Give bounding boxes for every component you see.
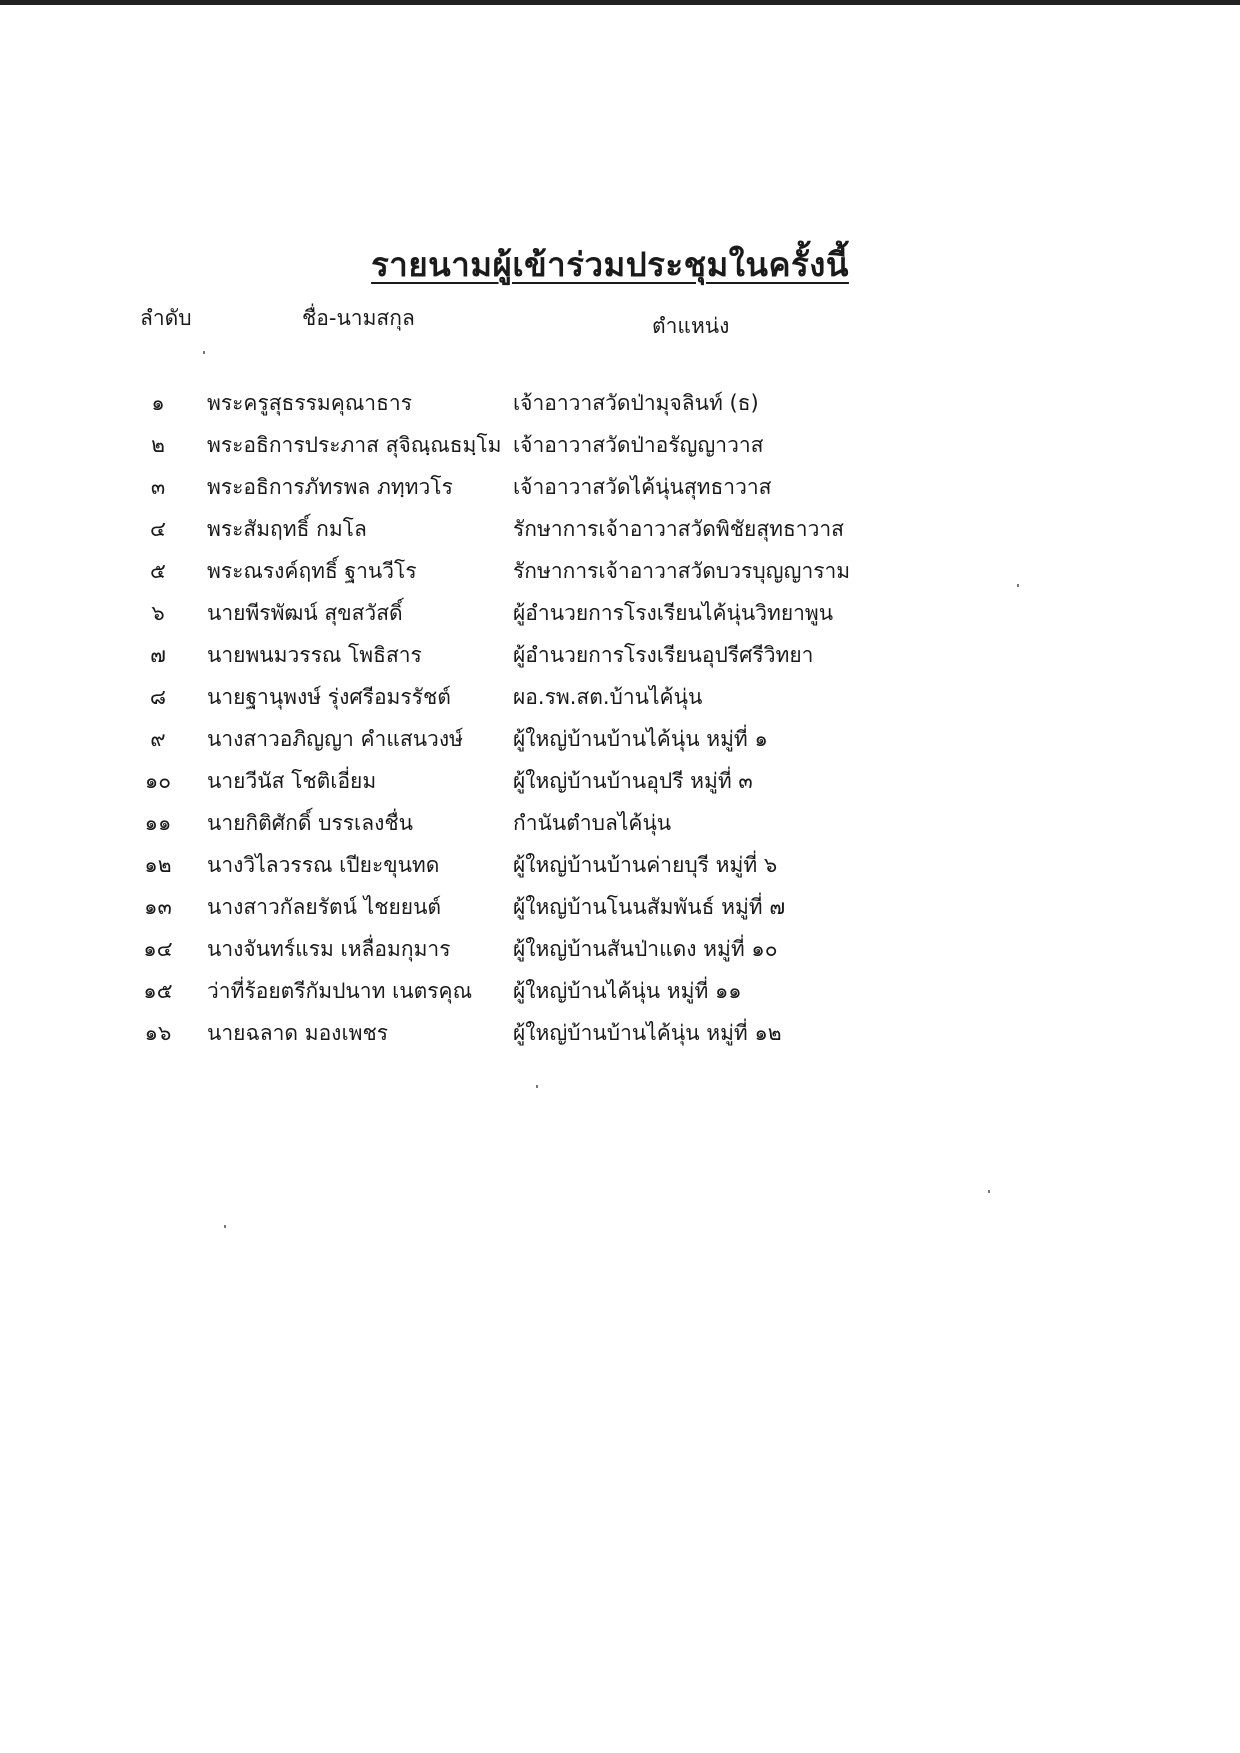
attendee-name: นางสาวอภิญญา คำแสนวงษ์ bbox=[207, 727, 463, 751]
attendee-name: พระครูสุธรรมคุณาธาร bbox=[207, 391, 412, 415]
scan-speck bbox=[988, 1190, 990, 1193]
attendee-row bbox=[0, 970, 1240, 1012]
attendee-name: นายวีนัส โชติเอี่ยม bbox=[207, 769, 377, 793]
attendee-number: ๒ bbox=[151, 433, 165, 457]
attendee-position: กำนันตำบลไค้นุ่น bbox=[513, 811, 672, 835]
attendee-row bbox=[0, 550, 1240, 592]
attendee-position: ผู้ใหญ่บ้านบ้านอุปรี หมู่ที่ ๓ bbox=[513, 769, 753, 793]
document-title: รายนามผู้เข้าร่วมประชุมในครั้งนี้ bbox=[371, 245, 849, 284]
attendee-row bbox=[0, 928, 1240, 970]
attendee-position: รักษาการเจ้าอาวาสวัดบวรบุญญาราม bbox=[513, 559, 851, 583]
attendee-position: ผู้ใหญ่บ้านสันป่าแดง หมู่ที่ ๑๐ bbox=[513, 937, 778, 961]
attendee-number: ๑ bbox=[151, 391, 165, 415]
attendee-row bbox=[0, 802, 1240, 844]
attendee-number: ๙ bbox=[150, 727, 166, 751]
attendee-row bbox=[0, 592, 1240, 634]
scan-edge-line bbox=[0, 0, 1240, 5]
scan-speck bbox=[224, 1225, 226, 1228]
attendee-row bbox=[0, 466, 1240, 508]
attendee-name: นายฉลาด มองเพชร bbox=[207, 1021, 388, 1045]
attendee-position: ผู้ใหญ่บ้านโนนสัมพันธ์ หมู่ที่ ๗ bbox=[513, 895, 786, 919]
attendee-name: นางสาวกัลยรัตน์ ไชยยนต์ bbox=[207, 895, 442, 919]
attendee-row bbox=[0, 1012, 1240, 1054]
attendee-name: ว่าที่ร้อยตรีกัมปนาท เนตรคุณ bbox=[207, 979, 473, 1003]
attendee-number: ๔ bbox=[150, 517, 166, 541]
attendee-row bbox=[0, 760, 1240, 802]
attendee-number: ๑๓ bbox=[144, 895, 172, 919]
attendee-name: นายพนมวรรณ โพธิสาร bbox=[207, 643, 422, 667]
attendee-row bbox=[0, 676, 1240, 718]
attendee-number: ๑๑ bbox=[144, 811, 172, 835]
attendee-position: ผู้ใหญ่บ้านไค้นุ่น หมู่ที่ ๑๑ bbox=[513, 979, 742, 1003]
attendee-position: รักษาการเจ้าอาวาสวัดพิชัยสุทธาวาส bbox=[513, 517, 844, 541]
column-header-position: ตำแหน่ง bbox=[652, 314, 730, 338]
attendee-row bbox=[0, 634, 1240, 676]
attendee-number: ๓ bbox=[150, 475, 166, 499]
column-header-number: ลำดับ bbox=[140, 306, 192, 330]
attendee-position: ผู้อำนวยการโรงเรียนไค้นุ่นวิทยาพูน bbox=[513, 601, 834, 625]
attendee-number: ๑๖ bbox=[144, 1021, 172, 1045]
scan-speck bbox=[536, 1085, 538, 1088]
attendee-name: นายพีรพัฒน์ สุขสวัสดิ์ bbox=[207, 601, 403, 625]
attendee-number: ๑๐ bbox=[144, 769, 172, 793]
attendee-row bbox=[0, 844, 1240, 886]
scan-speck bbox=[1017, 584, 1019, 587]
attendee-position: เจ้าอาวาสวัดป่าอรัญญาวาส bbox=[513, 433, 764, 457]
attendee-name: นายฐานุพงษ์ รุ่งศรีอมรรัชต์ bbox=[207, 685, 451, 709]
attendee-number: ๑๒ bbox=[144, 853, 172, 877]
column-header-name: ชื่อ-นามสกุล bbox=[302, 306, 415, 330]
attendee-row bbox=[0, 508, 1240, 550]
attendee-number: ๘ bbox=[149, 685, 167, 709]
attendee-name: พระอธิการภัทรพล ภทฺทวโร bbox=[207, 475, 453, 499]
attendee-number: ๖ bbox=[151, 601, 165, 625]
attendee-row bbox=[0, 718, 1240, 760]
attendee-name: นางวิไลวรรณ เปียะขุนทด bbox=[207, 853, 440, 877]
attendee-row bbox=[0, 382, 1240, 424]
attendee-name: นายกิติศักดิ์ บรรเลงชื่น bbox=[207, 811, 413, 835]
attendee-name: นางจันทร์แรม เหลื่อมกุมาร bbox=[207, 937, 451, 961]
attendee-position: เจ้าอาวาสวัดไค้นุ่นสุทธาวาส bbox=[513, 475, 772, 499]
scan-speck bbox=[203, 351, 205, 354]
attendee-position: ผู้ใหญ่บ้านบ้านค่ายบุรี หมู่ที่ ๖ bbox=[513, 853, 778, 877]
attendee-position: ผู้อำนวยการโรงเรียนอุปรีศรีวิทยา bbox=[513, 643, 814, 667]
attendee-number: ๕ bbox=[150, 559, 166, 583]
attendee-row bbox=[0, 424, 1240, 466]
attendee-name: พระอธิการประภาส สุจิณฺณธมฺโม bbox=[207, 433, 502, 457]
attendee-number: ๗ bbox=[150, 643, 166, 667]
attendee-position: เจ้าอาวาสวัดป่ามุจลินท์ (ธ) bbox=[513, 391, 759, 415]
attendee-position: ผู้ใหญ่บ้านบ้านไค้นุ่น หมู่ที่ ๑ bbox=[513, 727, 768, 751]
attendee-row bbox=[0, 886, 1240, 928]
attendee-number: ๑๔ bbox=[143, 937, 173, 961]
attendee-position: ผอ.รพ.สต.บ้านไค้นุ่น bbox=[513, 685, 703, 709]
attendee-name: พระณรงค์ฤทธิ์ ฐานวีโร bbox=[207, 559, 417, 583]
attendee-position: ผู้ใหญ่บ้านบ้านไค้นุ่น หมู่ที่ ๑๒ bbox=[513, 1021, 782, 1045]
attendee-number: ๑๕ bbox=[143, 979, 173, 1003]
attendee-name: พระสัมฤทธิ์ กมโล bbox=[207, 517, 367, 541]
